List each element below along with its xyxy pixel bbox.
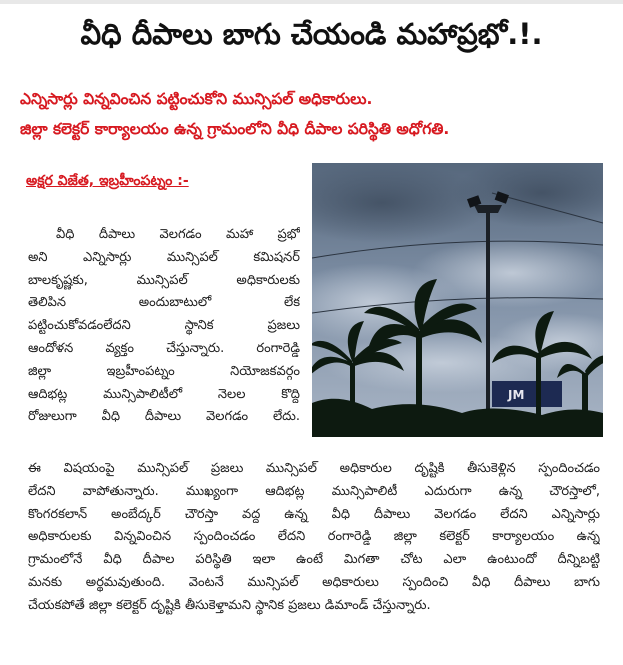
paragraph-line: తెలిపిన అందుబాటులో లేక [28, 295, 300, 311]
paragraph-line: రోజులుగా వీధి దీపాలు వెలగడం లేదు. [28, 409, 300, 425]
paragraph-line: జిల్లా ఇబ్రహీంపట్నం నియోజకవర్గం [28, 363, 300, 379]
headline: వీధి దీపాలు బాగు చేయండి మహాప్రభో.!. [80, 17, 543, 51]
street-light-photo [312, 163, 603, 437]
paragraph-line: లేదని వాపోతున్నారు. ముఖ్యంగా ఆదిభట్ల మున్సిపాలిటీ ఎదురుగా ఉన్న చౌరస్తాలో, [28, 483, 600, 499]
subheadline: ఎన్నిసార్లు విన్నవించిన పట్టించుకోని మున్సిపల్ అధికారులు. [20, 90, 373, 108]
paragraph-line: గ్రామంలోనే వీధి దీపాల పరిస్థితి ఇలా ఉంటే మిగతా చోట ఎలా ఉంటుందో దీన్నిబట్టి [28, 552, 600, 568]
paragraph-line: కొంగరకలాన్ అంబేద్కర్ చౌరస్తా వద్ద ఉన్న వీధి దీపాలు వెలగడం లేదని ఎన్నిసార్లు [28, 506, 600, 522]
top-rule [0, 0, 623, 4]
paragraph-line: అధికారులకు విన్నవించిన స్పందించడం లేదని రంగారెడ్డి జిల్లా కలెక్టర్ కార్యాలయం ఉన్న [28, 529, 600, 545]
paragraph-line: మనకు అర్థమవుతుంది. వెంటనే మున్సిపల్ అధికారులు స్పందించి వీధి దీపాలు బాగు [28, 574, 600, 590]
subheadlines [20, 84, 610, 144]
byline: అక్షర విజేత, ఇబ్రహీంపట్నం :- [26, 173, 189, 189]
paragraph-line: ఆదిభట్ల మున్సిపాలిటీలో నెలల కొద్ది [28, 386, 300, 402]
article-body-column [28, 224, 300, 429]
paragraph-line: అని ఎన్నిసార్లు మున్సిపల్ కమిషనర్ [28, 249, 300, 265]
paragraph-line: ఆందోళన వ్యక్తం చేస్తున్నారు. రంగారెడ్డి [28, 340, 300, 356]
article-body-full-width [28, 458, 600, 618]
article-photo [312, 163, 603, 437]
paragraph-line: బాలకృష్ణకు, మున్సిపల్ అధికారులకు [28, 272, 300, 288]
paragraph-line: ఈ విషయంపై మున్సిపల్ ప్రజలు మున్సిపల్ అధికారుల దృష్టికి తీసుకెళ్లిన స్పందించడం [28, 461, 600, 476]
signboard-text: JM [508, 388, 525, 402]
paragraph-line: పట్టించుకోవడంలేదని స్థానిక ప్రజలు [28, 318, 300, 334]
subheadline: జిల్లా కలెక్టర్ కార్యాలయం ఉన్న గ్రామంలోని వీధి దీపాల పరిస్థితి అధోగతి. [20, 120, 450, 138]
paragraph-line: చేయకపోతే జిల్లా కలెక్టర్ దృష్టికి తీసుకెళ్తామని స్థానిక ప్రజలు డిమాండ్ చేస్తున్నారు. [28, 597, 431, 613]
paragraph-line: వీధి దీపాలు వెలగడం మహా ప్రభో [56, 227, 300, 242]
